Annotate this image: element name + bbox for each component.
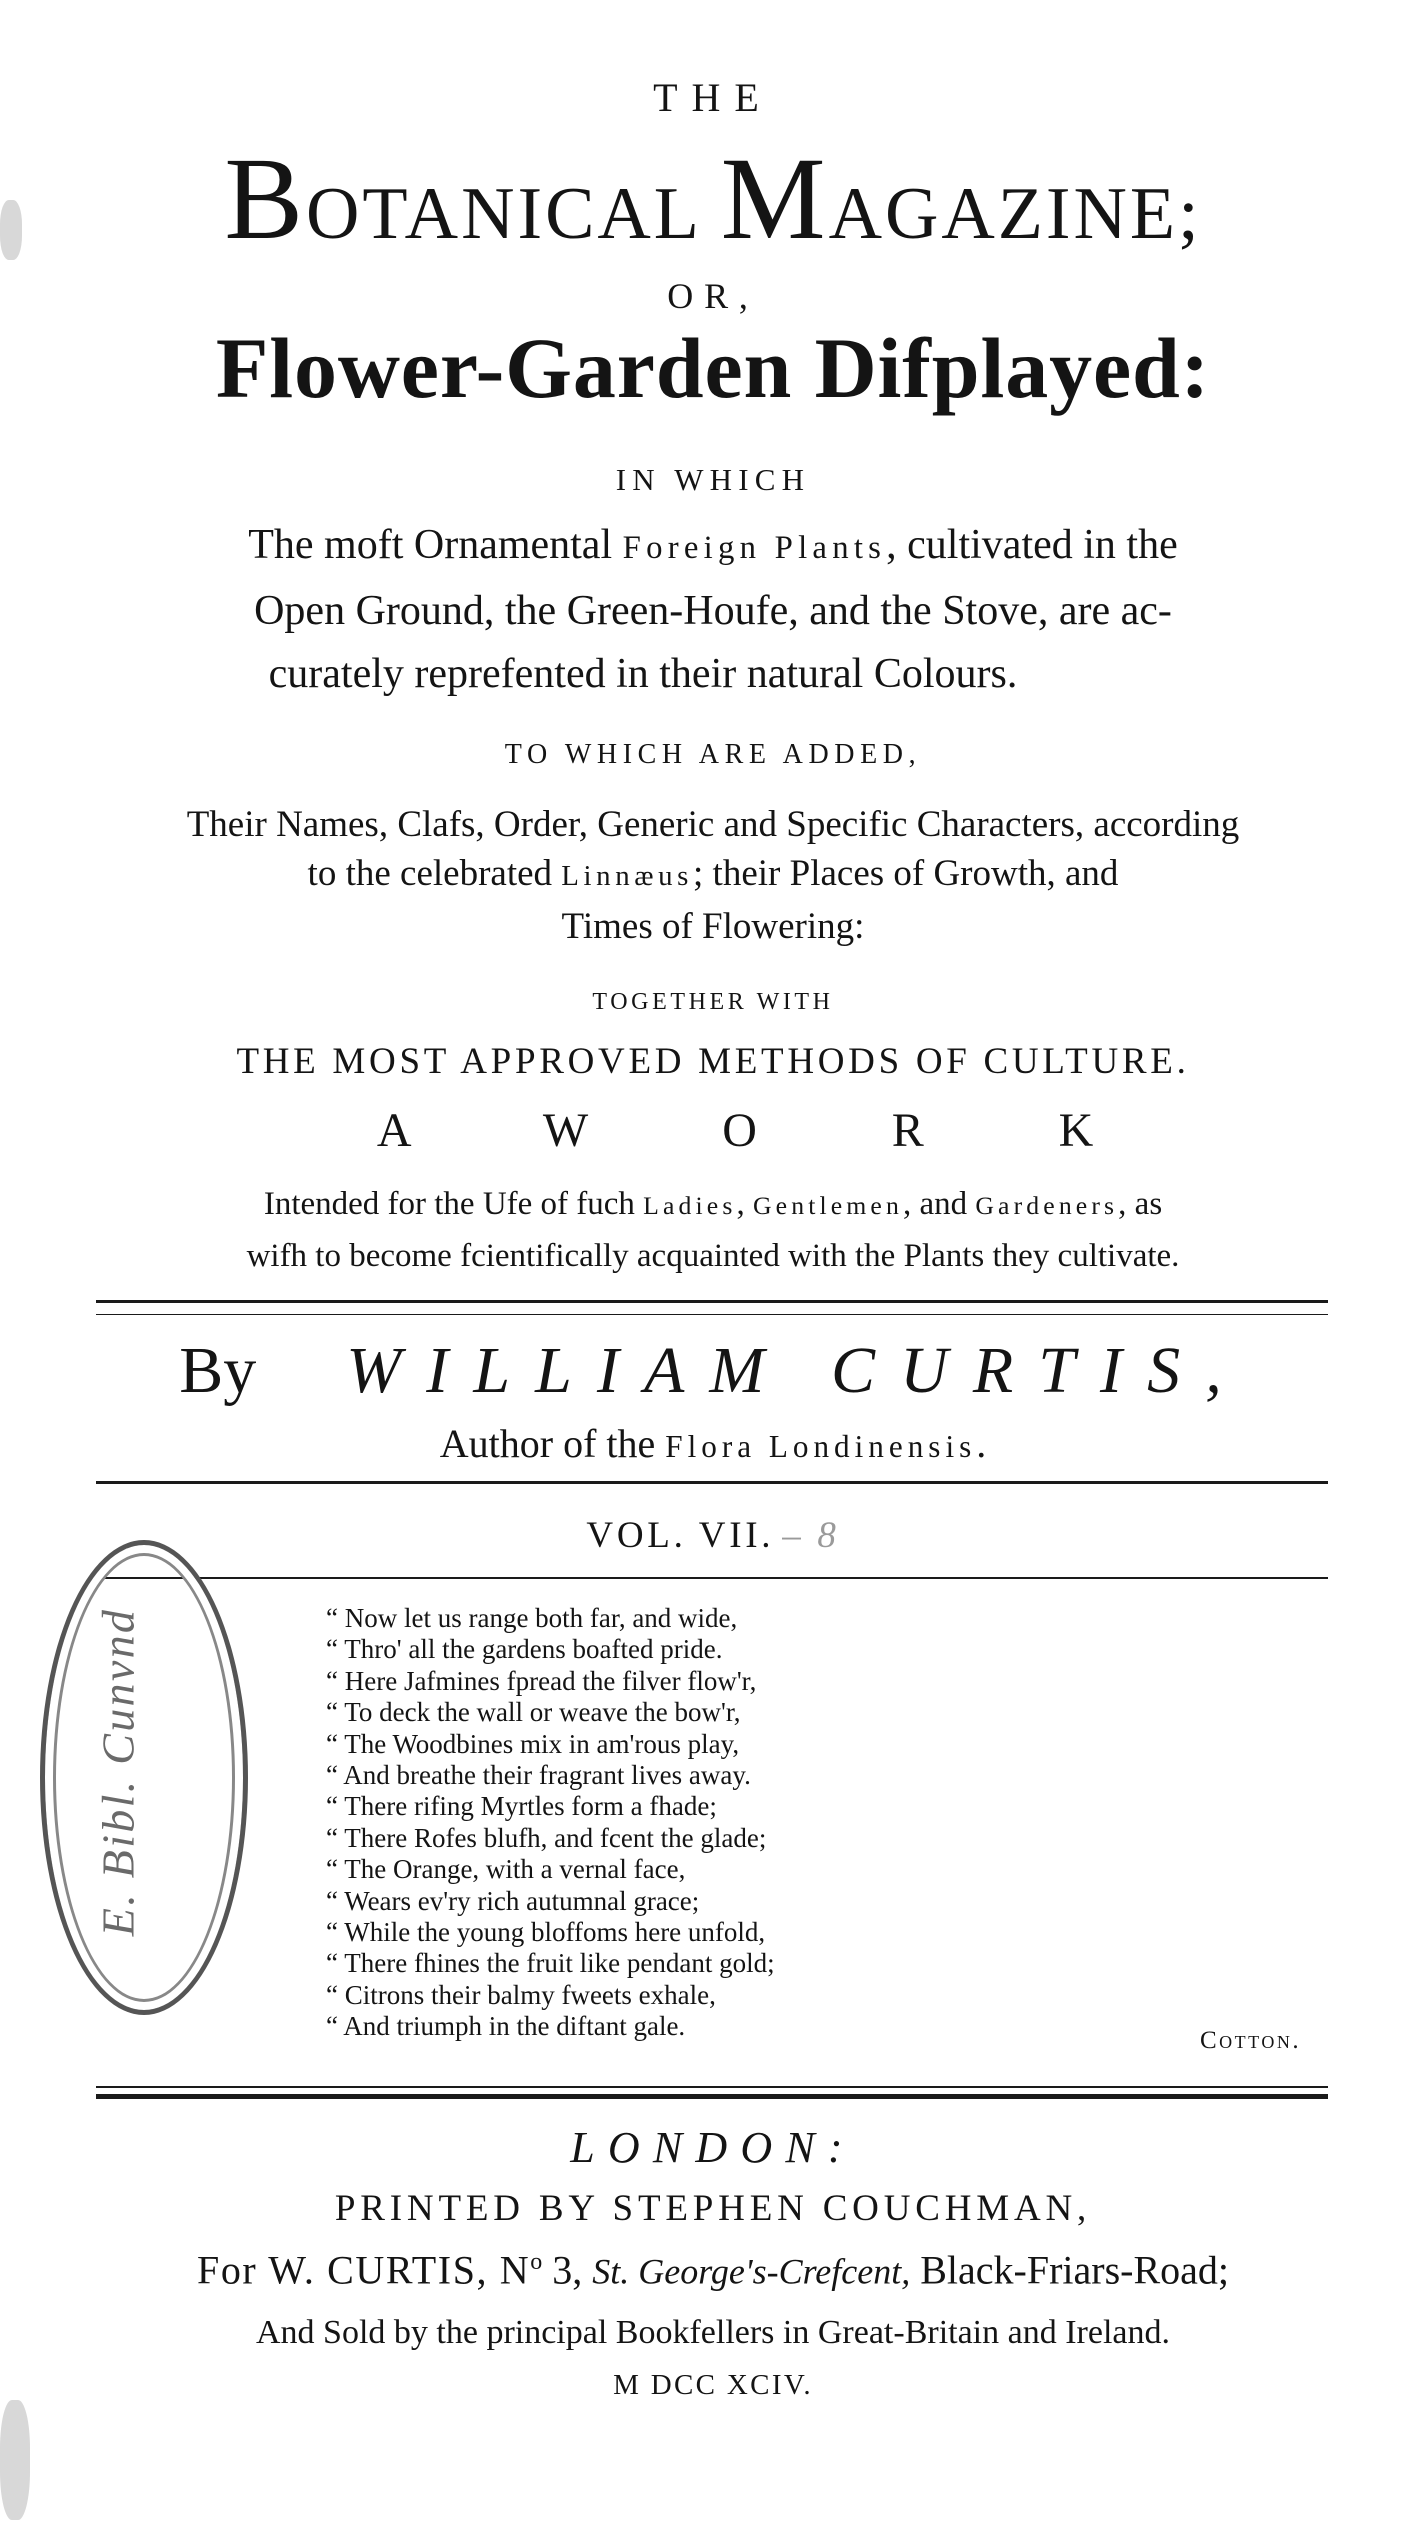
description-line-2: Open Ground, the Green-Houfe, and the Stove, are ac- xyxy=(254,588,1172,634)
to-which-added: TO WHICH ARE ADDED, xyxy=(504,739,922,770)
intended-gentlemen: Gentlemen xyxy=(752,1191,903,1220)
author-by: By xyxy=(179,1334,257,1407)
poem-line: “ And breathe their fragrant lives away. xyxy=(326,1760,751,1791)
author-credit-text: Author of the xyxy=(439,1421,666,1466)
added-text: ; their Places of Growth, and xyxy=(693,853,1119,894)
intended-text: Intended for the Ufe of fuch xyxy=(263,1186,644,1222)
author-flora: Flora Londinensis xyxy=(665,1429,977,1464)
poem-line: “ There rifing Myrtles form a fhade; xyxy=(326,1791,717,1822)
main-title-botanical: OTANICAL xyxy=(306,173,721,255)
in-which: IN WHICH xyxy=(615,462,811,497)
intended-text: , as xyxy=(1118,1186,1163,1222)
scan-smudge xyxy=(0,2400,30,2520)
intended-gardeners: Gardeners xyxy=(975,1191,1119,1220)
a-work: A W O R K xyxy=(376,1104,1155,1157)
subtitle: Flower-Garden Difplayed: xyxy=(215,320,1211,416)
main-title-magazine: AGAZINE; xyxy=(828,173,1202,255)
added-line-2 xyxy=(0,855,1426,892)
poem-line: “ Thro' all the gardens boafted pride. xyxy=(326,1634,723,1665)
intended-ladies: Ladies xyxy=(643,1191,737,1220)
poem-line: “ Now let us range both far, and wide, xyxy=(326,1603,738,1633)
imprint-road: Black-Friars-Road; xyxy=(910,2247,1230,2293)
added-line-3: Times of Flowering: xyxy=(561,906,865,947)
divider xyxy=(96,1577,1328,1579)
poem-line: “ There Rofes blufh, and fcent the glade; xyxy=(326,1822,767,1853)
imprint-city: LONDON: xyxy=(570,2123,856,2172)
description-line-3: curately reprefented in their natural Colours. xyxy=(268,651,1018,697)
description-foreign-plants: Foreign Plants xyxy=(622,530,887,566)
poem-line: “ There fhines the fruit like pendant gold; xyxy=(326,1948,775,1979)
imprint-year: M DCC XCIV. xyxy=(613,2369,813,2401)
imprint-for-text: 3, xyxy=(542,2247,593,2293)
poem-line: “ The Orange, with a vernal face, xyxy=(326,1854,686,1885)
main-title-initial-b: B xyxy=(224,133,307,264)
imprint-address: St. George's-Crefcent, xyxy=(592,2251,911,2292)
poem-line: “ The Woodbines mix in am'rous play, xyxy=(326,1728,740,1759)
volume xyxy=(0,1517,1426,1554)
main-title xyxy=(0,133,1426,264)
poem-line: “ And triumph in the diftant gale. xyxy=(326,2011,686,2042)
together-with: TOGETHER WITH xyxy=(592,989,834,1015)
title-the: THE xyxy=(653,75,773,120)
volume-handwritten-note: – 8 xyxy=(782,1515,840,1556)
intended-line-2: wifh to become fcientifically acquainted with the Plants they cultivate. xyxy=(246,1238,1180,1274)
added-linnaeus: Linnæus xyxy=(561,860,694,892)
main-title-initial-m: M xyxy=(720,133,829,264)
description-text: , cultivated in the xyxy=(886,522,1178,568)
author-name: WILLIAM CURTIS, xyxy=(346,1334,1247,1407)
title-or: OR, xyxy=(667,276,759,316)
divider xyxy=(96,1300,1328,1303)
divider xyxy=(96,2086,1328,2088)
poem-line: “ Wears ev'ry rich autumnal grace; xyxy=(326,1885,700,1916)
author-credit-text: . xyxy=(976,1421,987,1466)
author-credit xyxy=(0,1421,1426,1466)
methods-of-culture: THE MOST APPROVED METHODS OF CULTURE. xyxy=(236,1041,1190,1082)
intended-text: , xyxy=(736,1186,753,1222)
poem xyxy=(326,1603,775,2043)
volume-label: VOL. VII. xyxy=(586,1515,775,1556)
poem-line: “ Citrons their balmy fweets exhale, xyxy=(326,1979,716,2010)
poem-line: “ Here Jafmines fpread the filver flow'r, xyxy=(326,1665,757,1696)
divider xyxy=(96,2094,1328,2099)
divider xyxy=(96,1314,1328,1315)
poem-line: “ While the young bloffoms here unfold, xyxy=(326,1917,766,1948)
poem-attribution: Cotton. xyxy=(1200,2027,1302,2054)
imprint-sold: And Sold by the principal Bookfellers in Great-Britain and Ireland. xyxy=(256,2314,1170,2351)
added-text: to the celebrated xyxy=(307,853,562,894)
library-stamp-text: E. Bibl. Cunvnd xyxy=(92,1607,144,1937)
description-text: The moft Ornamental xyxy=(248,522,623,568)
imprint-for-text: For W. CURTIS, N xyxy=(196,2247,531,2293)
imprint-for xyxy=(0,2247,1426,2293)
intended-text: , and xyxy=(902,1186,976,1222)
added-line-1: Their Names, Clafs, Order, Generic and Specific Characters, according xyxy=(186,804,1240,845)
description-line-1 xyxy=(0,524,1426,566)
imprint-numero: o xyxy=(530,2249,543,2275)
poem-line: “ To deck the wall or weave the bow'r, xyxy=(326,1697,741,1728)
intended-line-1 xyxy=(0,1188,1426,1221)
divider xyxy=(96,1481,1328,1484)
imprint-printer: PRINTED BY STEPHEN COUCHMAN, xyxy=(334,2188,1092,2229)
author-byline xyxy=(0,1334,1426,1407)
